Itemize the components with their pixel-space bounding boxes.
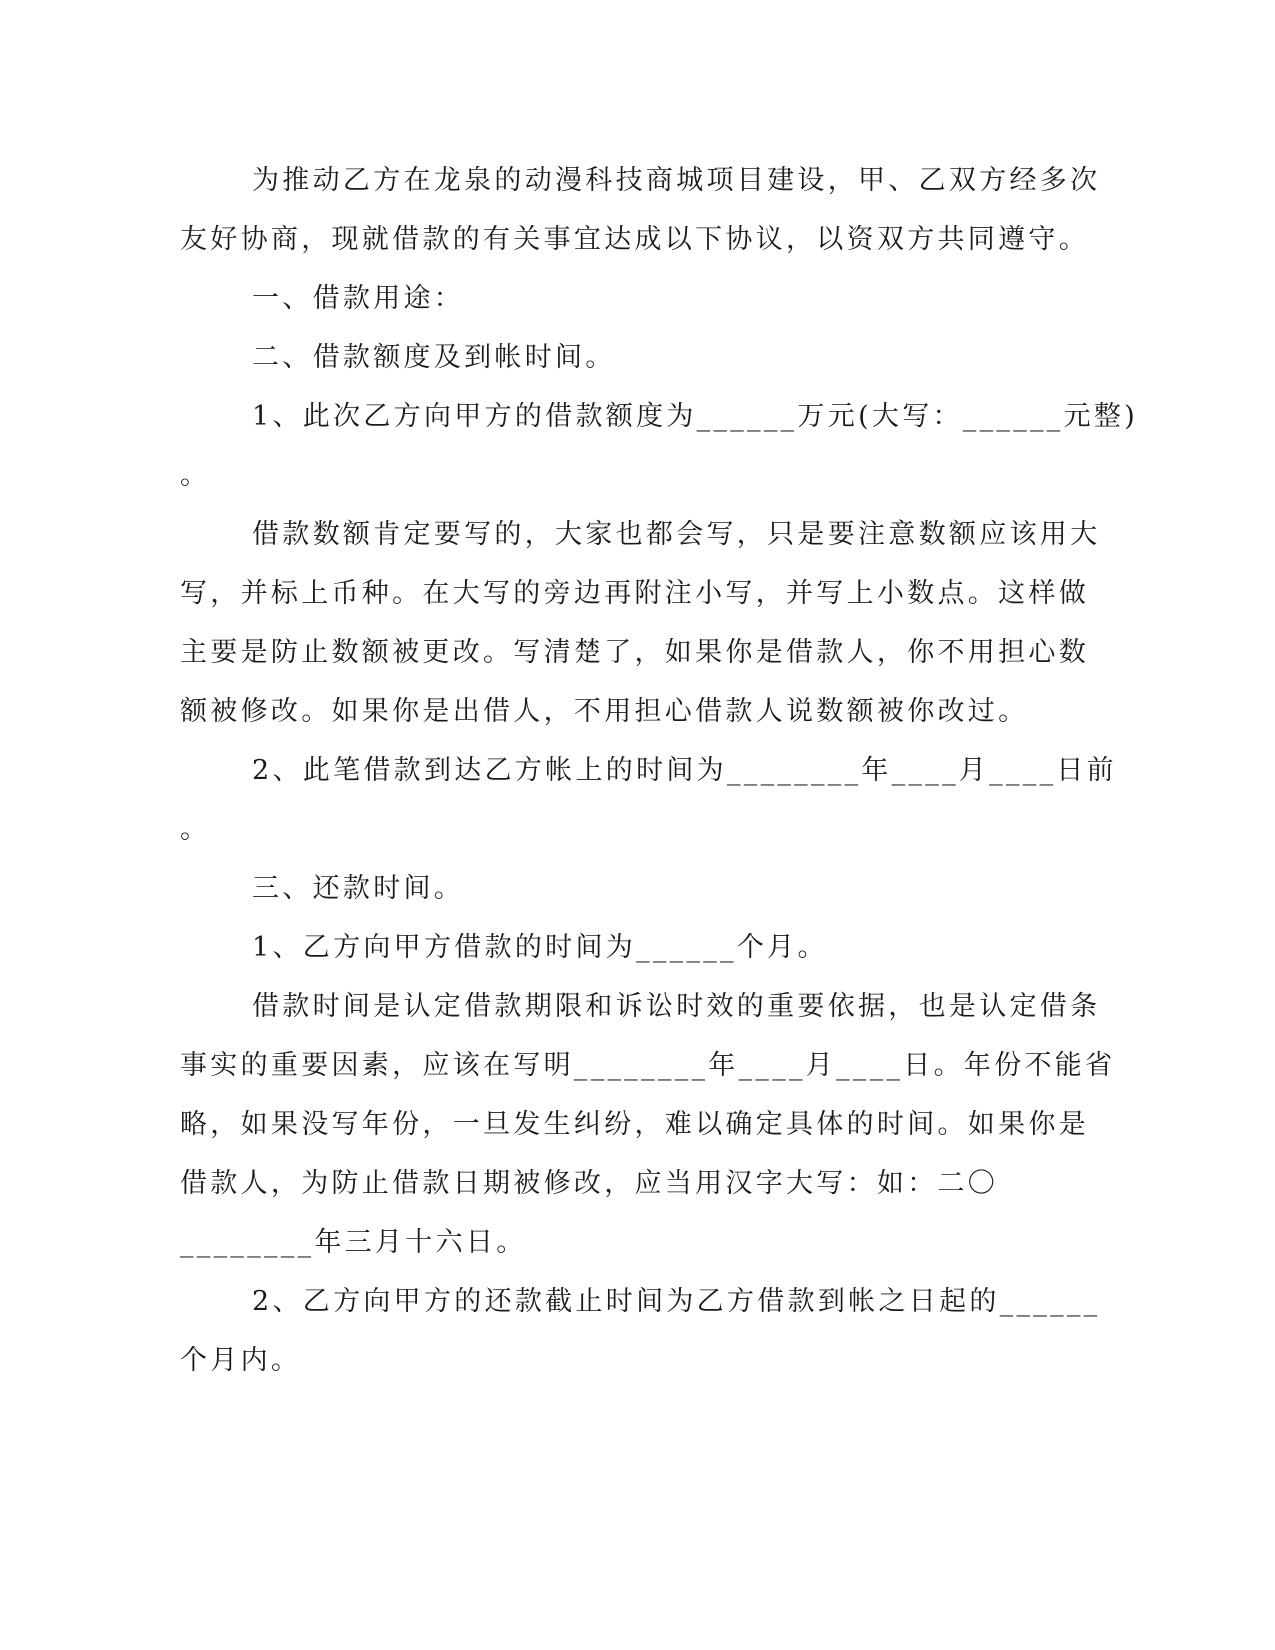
section-heading-loan-purpose: 一、借款用途： [252,283,465,314]
clause-arrival-date-line-1: 2、此笔借款到达乙方帐上的时间为________年____月____日前 [252,755,1117,786]
clause-loan-amount-line-1: 1、此次乙方向甲方的借款额度为______万元(大写：______元整) [252,401,1139,432]
clause-arrival-date-line-2: 。 [180,814,211,845]
clause-loan-period: 1、乙方向甲方借款的时间为______个月。 [252,932,828,963]
clause-repayment-deadline-line-1: 2、乙方向甲方的还款截止时间为乙方借款到帐之日起的______ [252,1286,1101,1317]
paragraph-intro-line-2: 友好协商，现就借款的有关事宜达成以下协议，以资双方共同遵守。 [180,224,1089,255]
paragraph-intro-line-1: 为推动乙方在龙泉的动漫科技商城项目建设，甲、乙双方经多次 [252,165,1101,196]
note-date-line-4: 借款人，为防止借款日期被修改，应当用汉字大写：如：二〇 [180,1168,999,1199]
section-heading-repayment-time: 三、还款时间。 [252,873,465,904]
note-amount-line-2: 写，并标上币种。在大写的旁边再附注小写，并写上小数点。这样做 [180,578,1089,609]
note-amount-line-4: 额被修改。如果你是出借人，不用担心借款人说数额被你改过。 [180,696,1029,727]
note-amount-line-1: 借款数额肯定要写的，大家也都会写，只是要注意数额应该用大 [252,519,1101,550]
note-date-line-1: 借款时间是认定借款期限和诉讼时效的重要依据，也是认定借条 [252,991,1101,1022]
note-date-line-3: 略，如果没写年份，一旦发生纠纷，难以确定具体的时间。如果你是 [180,1109,1089,1140]
section-heading-loan-amount: 二、借款额度及到帐时间。 [252,342,616,373]
note-date-line-5: ________年三月十六日。 [180,1227,527,1258]
clause-loan-amount-line-2: 。 [180,460,211,491]
clause-repayment-deadline-line-2: 个月内。 [180,1345,302,1376]
note-date-line-2: 事实的重要因素，应该在写明________年____月____日。年份不能省 [180,1050,1116,1081]
note-amount-line-3: 主要是防止数额被更改。写清楚了，如果你是借款人，你不用担心数 [180,637,1089,668]
